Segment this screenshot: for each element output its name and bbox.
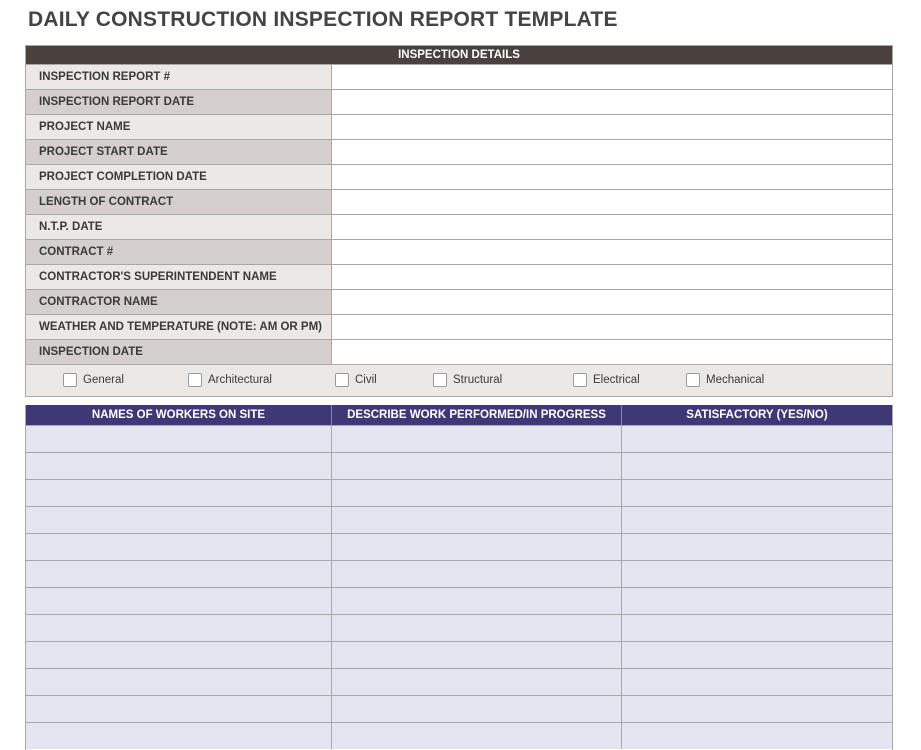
checkbox-icon[interactable]: [335, 373, 349, 387]
detail-label: CONTRACTOR'S SUPERINTENDENT NAME: [26, 265, 332, 289]
table-row: [26, 614, 892, 641]
checkbox-icon[interactable]: [686, 373, 700, 387]
checkbox-label: Architectural: [208, 374, 272, 386]
table-row: [26, 425, 892, 452]
checkbox-general[interactable]: [63, 373, 124, 387]
table-row: [26, 533, 892, 560]
table-row: [26, 695, 892, 722]
work-performed-cell[interactable]: [332, 426, 622, 452]
column-header-workers: NAMES OF WORKERS ON SITE: [26, 405, 332, 425]
detail-row-inspection-report-date: [26, 89, 892, 114]
workers-table: [25, 405, 893, 750]
satisfactory-cell[interactable]: [622, 480, 892, 506]
detail-label: PROJECT START DATE: [26, 140, 332, 164]
checkbox-icon[interactable]: [433, 373, 447, 387]
satisfactory-cell[interactable]: [622, 669, 892, 695]
detail-label: PROJECT COMPLETION DATE: [26, 165, 332, 189]
worker-name-cell[interactable]: [26, 615, 332, 641]
work-performed-cell[interactable]: [332, 588, 622, 614]
checkbox-label: Mechanical: [706, 374, 765, 386]
satisfactory-cell[interactable]: [622, 723, 892, 749]
checkbox-electrical[interactable]: [573, 373, 640, 387]
column-header-work-performed: DESCRIBE WORK PERFORMED/IN PROGRESS: [332, 405, 622, 425]
worker-name-cell[interactable]: [26, 426, 332, 452]
weather-temperature-field[interactable]: [332, 315, 892, 339]
checkbox-icon[interactable]: [63, 373, 77, 387]
table-row: [26, 641, 892, 668]
work-performed-cell[interactable]: [332, 453, 622, 479]
worker-name-cell[interactable]: [26, 696, 332, 722]
checkbox-label: General: [83, 374, 124, 386]
satisfactory-cell[interactable]: [622, 615, 892, 641]
page-title: DAILY CONSTRUCTION INSPECTION REPORT TEMPLATE: [28, 8, 618, 31]
work-performed-cell[interactable]: [332, 723, 622, 749]
project-start-date-field[interactable]: [332, 140, 892, 164]
work-performed-cell[interactable]: [332, 561, 622, 587]
detail-label: INSPECTION DATE: [26, 340, 332, 364]
inspection-details-table: [25, 45, 893, 397]
detail-row-contract-number: [26, 239, 892, 264]
inspection-report-date-field[interactable]: [332, 90, 892, 114]
detail-label: WEATHER AND TEMPERATURE (NOTE: AM OR PM): [26, 315, 332, 339]
worker-name-cell[interactable]: [26, 561, 332, 587]
detail-label: CONTRACT #: [26, 240, 332, 264]
detail-row-contractor-name: [26, 289, 892, 314]
detail-row-project-completion-date: [26, 164, 892, 189]
table-row: [26, 668, 892, 695]
worker-name-cell[interactable]: [26, 669, 332, 695]
superintendent-name-field[interactable]: [332, 265, 892, 289]
work-performed-cell[interactable]: [332, 642, 622, 668]
table-row: [26, 560, 892, 587]
detail-row-inspection-date: [26, 339, 892, 364]
detail-label: N.T.P. DATE: [26, 215, 332, 239]
detail-row-length-of-contract: [26, 189, 892, 214]
detail-row-superintendent-name: [26, 264, 892, 289]
detail-row-project-name: [26, 114, 892, 139]
detail-label: INSPECTION REPORT #: [26, 65, 332, 89]
ntp-date-field[interactable]: [332, 215, 892, 239]
project-completion-date-field[interactable]: [332, 165, 892, 189]
inspection-details-header: INSPECTION DETAILS: [26, 46, 892, 64]
work-performed-cell[interactable]: [332, 480, 622, 506]
discipline-checkbox-row: [26, 364, 892, 396]
work-performed-cell[interactable]: [332, 507, 622, 533]
table-row: [26, 722, 892, 749]
detail-row-inspection-report-number: [26, 64, 892, 89]
checkbox-mechanical[interactable]: [686, 373, 764, 387]
work-performed-cell[interactable]: [332, 696, 622, 722]
checkbox-label: Civil: [355, 374, 377, 386]
project-name-field[interactable]: [332, 115, 892, 139]
worker-name-cell[interactable]: [26, 534, 332, 560]
column-header-satisfactory: SATISFACTORY (YES/NO): [686, 409, 828, 421]
worker-name-cell[interactable]: [26, 480, 332, 506]
table-row: [26, 479, 892, 506]
satisfactory-cell[interactable]: [622, 426, 892, 452]
contractor-name-field[interactable]: [332, 290, 892, 314]
inspection-date-field[interactable]: [332, 340, 892, 364]
worker-name-cell[interactable]: [26, 453, 332, 479]
work-performed-cell[interactable]: [332, 534, 622, 560]
detail-row-weather-temperature: [26, 314, 892, 339]
inspection-report-number-field[interactable]: [332, 65, 892, 89]
checkbox-label: Structural: [453, 374, 503, 386]
table-row: [26, 452, 892, 479]
checkbox-icon[interactable]: [573, 373, 587, 387]
checkbox-icon[interactable]: [188, 373, 202, 387]
worker-name-cell[interactable]: [26, 723, 332, 749]
table-row: [26, 506, 892, 533]
satisfactory-cell[interactable]: [622, 534, 892, 560]
work-performed-cell[interactable]: [332, 615, 622, 641]
checkbox-civil[interactable]: [335, 373, 377, 387]
workers-table-header: [26, 405, 892, 425]
detail-row-ntp-date: [26, 214, 892, 239]
checkbox-label: Electrical: [593, 374, 640, 386]
length-of-contract-field[interactable]: [332, 190, 892, 214]
detail-row-project-start-date: [26, 139, 892, 164]
satisfactory-cell[interactable]: [622, 696, 892, 722]
detail-label: INSPECTION REPORT DATE: [26, 90, 332, 114]
work-performed-cell[interactable]: [332, 669, 622, 695]
checkbox-architectural[interactable]: [188, 373, 272, 387]
worker-name-cell[interactable]: [26, 588, 332, 614]
checkbox-structural[interactable]: [433, 373, 502, 387]
detail-label: CONTRACTOR NAME: [26, 290, 332, 314]
workers-table-body: [26, 425, 892, 749]
detail-label: LENGTH OF CONTRACT: [26, 190, 332, 214]
satisfactory-cell[interactable]: [622, 507, 892, 533]
worker-name-cell[interactable]: [26, 642, 332, 668]
table-row: [26, 587, 892, 614]
contract-number-field[interactable]: [332, 240, 892, 264]
satisfactory-cell[interactable]: [622, 453, 892, 479]
satisfactory-cell[interactable]: [622, 588, 892, 614]
satisfactory-cell[interactable]: [622, 561, 892, 587]
detail-label: PROJECT NAME: [26, 115, 332, 139]
worker-name-cell[interactable]: [26, 507, 332, 533]
satisfactory-cell[interactable]: [622, 642, 892, 668]
